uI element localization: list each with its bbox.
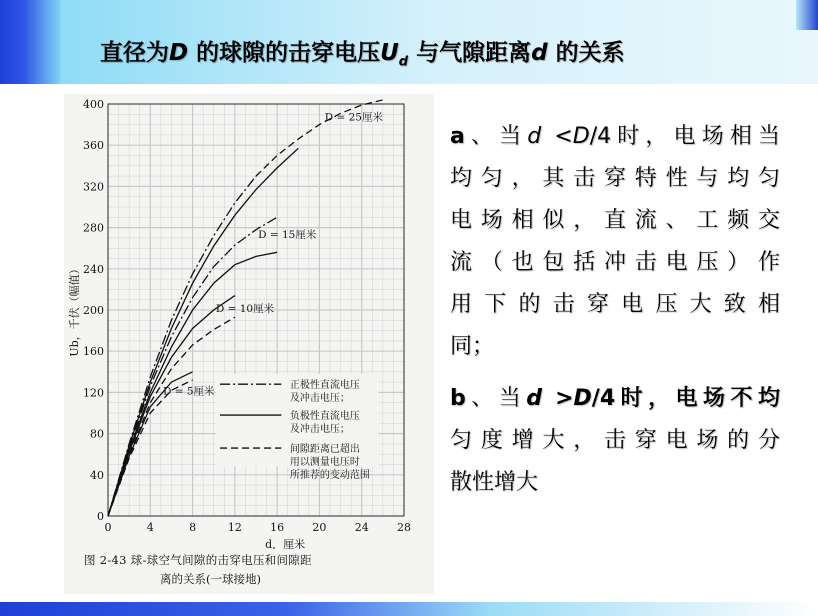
y-tick-label: 80 — [90, 427, 104, 441]
curve-label: D = 25厘米 — [324, 111, 383, 124]
figure-caption — [84, 551, 434, 589]
para-a-line-5: 用下的击穿电压大致相 — [450, 292, 780, 317]
x-tick-label: 20 — [312, 521, 327, 534]
x-tick-label: 16 — [270, 521, 285, 534]
para-a-line-2: 均匀，其击穿特性与均匀 — [450, 166, 780, 191]
legend-label: 所推荐的变动范围 — [289, 470, 370, 482]
x-tick-label: 24 — [354, 521, 369, 534]
legend-label: 及冲击电压； — [289, 393, 350, 405]
legend-label: 及冲击电压； — [289, 424, 350, 436]
x-tick-label: 28 — [397, 521, 411, 534]
para-a-line-3: 电场相似，直流、工频交 — [450, 208, 780, 233]
para-a-line-6: 同； — [450, 334, 495, 359]
legend-label: 间隙距离已超出 — [289, 444, 360, 456]
para-a-line-1: a、当d <D/4时，电场相当 — [450, 124, 780, 149]
curve-labels — [163, 110, 383, 397]
x-tick-label: 8 — [189, 521, 197, 534]
x-axis-label: d，厘米 — [265, 538, 306, 549]
curve-label: D = 15厘米 — [258, 228, 317, 241]
y-tick-label: 320 — [83, 180, 104, 194]
explanation-text — [450, 116, 780, 504]
header-left-band — [0, 0, 60, 84]
x-tick-label: 4 — [146, 521, 154, 534]
curve-label: D = 10厘米 — [215, 303, 275, 316]
y-tick-label: 360 — [83, 139, 104, 153]
para-b-line-2: 匀度增大，击穿电场的分 — [450, 428, 780, 453]
slide-title: 直径为D 的球隙的击穿电压$U_d$ 与气隙距离d 的关系 — [100, 40, 625, 70]
breakdown-voltage-chart — [64, 94, 434, 549]
y-axis-label: Ub，千伏（幅值） — [68, 263, 81, 357]
legend-label: 负极性直流电压 — [289, 411, 360, 423]
y-tick-label: 40 — [90, 468, 104, 482]
legend-label: 正极性直流电压 — [289, 380, 360, 392]
para-a-line-4: 流（也包括冲击电压）作 — [450, 250, 780, 275]
y-tick-label: 240 — [83, 262, 104, 276]
footer-bar — [0, 602, 818, 616]
y-tick-label: 0 — [97, 510, 104, 523]
y-tick-label: 280 — [83, 221, 104, 235]
legend-label: 用以测量电压时 — [289, 457, 360, 469]
header-right-accent — [796, 0, 818, 30]
y-tick-label: 200 — [83, 304, 104, 317]
y-tick-label: 400 — [83, 98, 104, 111]
x-tick-label: 0 — [104, 521, 112, 534]
caption-line-1: 图 2-43 球-球空气间隙的击穿电压和间隙距 — [84, 553, 312, 567]
figure-panel — [64, 94, 434, 594]
y-tick-label: 120 — [83, 386, 104, 400]
x-tick-label: 12 — [227, 521, 242, 534]
para-b-line-1: b、当d >D/4时，电场不均 — [450, 386, 780, 411]
curve-label: D = 5厘米 — [162, 385, 215, 398]
para-b-line-3: 散性增大 — [450, 470, 539, 495]
caption-line-2: 离的关系(一球接地) — [160, 572, 261, 586]
y-tick-label: 160 — [83, 345, 104, 359]
chart-legend — [216, 374, 379, 481]
